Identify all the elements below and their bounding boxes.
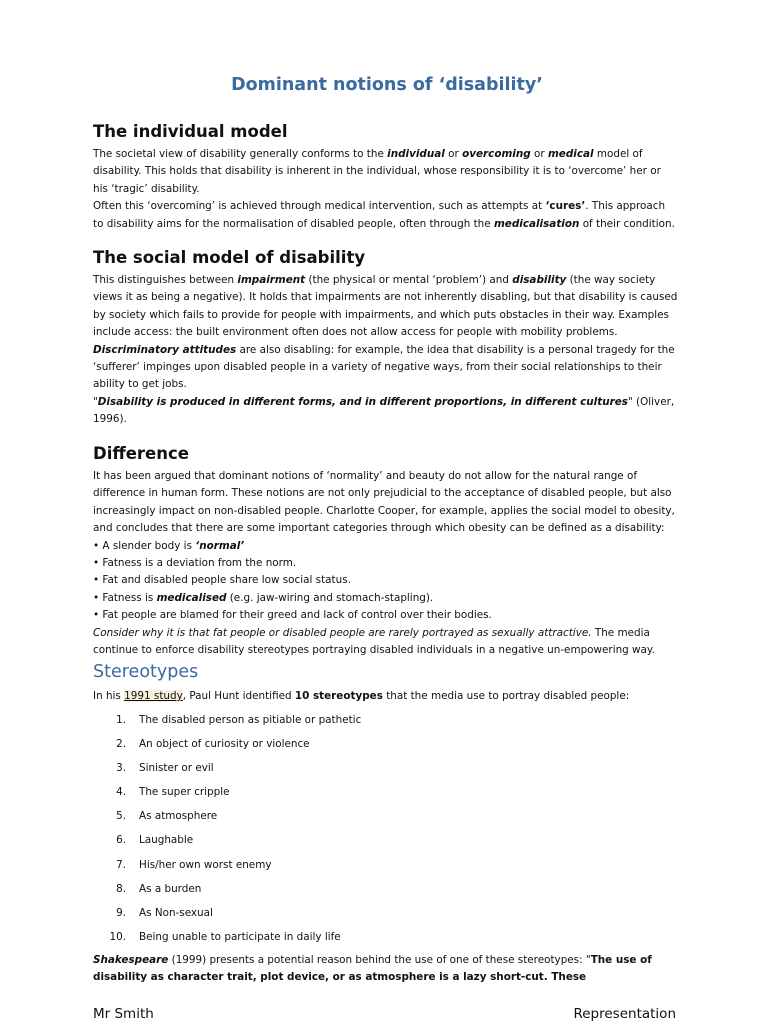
bullet-item: • Fat people are blamed for their greed and lack of control over their bodies. — [93, 609, 492, 622]
section-heading-stereotypes: Stereotypes — [93, 662, 199, 682]
bullet-item: • Fatness is a deviation from the norm. — [93, 556, 297, 569]
social-model-text: This distinguishes between impairment (the physical or mental ‘problem’) and disability (the way society views it as being a negative). It holds that impairments are not inherently disabling, but that disability is caused by society which fails to provide for people with impairments, and which puts obstacles in their way. Examples include access: the built environment often does not allow access for people with mobility problems. Discriminatory attitudes are also disabling: for example, the idea that disability is a personal tragedy for the ‘sufferer’ impinges upon disabled people in a variety of negative ways, from their social relationships to their ability to get jobs. "Disability is produced in different forms, and in different proportions, in different cultures" (Oliver, 1996). — [93, 274, 678, 426]
stereotypes-intro: In his 1991 study, Paul Hunt identified 10 stereotypes that the media use to portray disabled people: — [93, 690, 630, 702]
bullet-item: • Fatness is medicalised (e.g. jaw-wiring and stomach-stapling). — [93, 591, 434, 604]
study-link[interactable]: 1991 study — [124, 690, 183, 702]
footer-section: Representation — [573, 1006, 676, 1022]
individual-model-text: The societal view of disability generally conforms to the individual or overcoming or medical model of disability. This holds that disability is inherent in the individual, whose responsibility it is to ‘overcome’ her or his ‘tragic’ disability. Often this ‘overcoming’ is achieved through medical intervention, such as attempts at ‘cures’. This approach to disability aims for the normalisation of disabled people, often through the medicalisation of their condition. — [93, 148, 675, 230]
section-heading-individual-model: The individual model — [93, 122, 288, 141]
page-title: Dominant notions of ‘disability’ — [231, 75, 543, 95]
footer-author: Mr Smith — [93, 1006, 154, 1022]
shakespeare-quote: Shakespeare (1999) presents a potential reason behind the use of one of these stereotypes: "The use of disability as character trait, plot device, or as atmosphere is a lazy short-cut. These — [93, 954, 652, 984]
section-heading-difference: Difference — [93, 444, 189, 463]
bullet-item: • Fat and disabled people share low social status. — [93, 574, 351, 587]
bullet-item: • A slender body is ‘normal’ — [93, 539, 245, 552]
difference-text: It has been argued that dominant notions of ‘normality’ and beauty do not allow for the natural range of difference in human form. These notions are not only prejudicial to the acceptance of disabled people, but also increasingly impact on non-disabled people. Charlotte Cooper, for example, applies the social model to obesity, and concludes that there are some important categories through which obesity can be defined as a disability: • A slender body is ‘normal’ • Fatness is a deviation from the norm. • Fat and disabled people share low social status. • Fatness is medicalised (e.g. jaw-wiring and stomach-stapling). • Fat people are blamed for their greed and lack of control over their bodies. Consider why it is that fat people or disabled people are rarely portrayed as sexually attractive. The media continue to enforce disability stereotypes portraying disabled individuals in a negative un-empowering way. — [93, 468, 683, 659]
section-heading-social-model: The social model of disability — [93, 248, 366, 267]
